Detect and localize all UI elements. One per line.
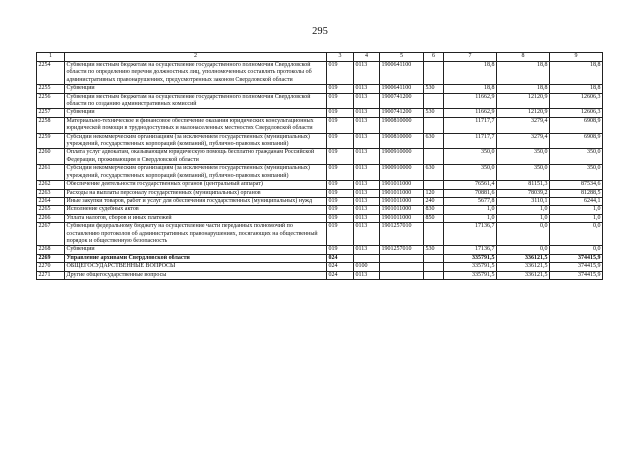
row-number: 2261 (37, 165, 65, 181)
section-code (354, 254, 380, 262)
section-code: 0113 (354, 133, 380, 149)
table-row (37, 109, 603, 117)
amount-year-3: 0,0 (550, 246, 603, 254)
table-body (37, 62, 603, 280)
section-code: 0113 (354, 93, 380, 109)
target-article-code: 1900741200 (380, 109, 424, 117)
amount-year-1: 18,8 (444, 85, 497, 93)
table-row (37, 223, 603, 246)
target-article-code: 1901011000 (380, 181, 424, 189)
amount-year-2: 18,8 (497, 85, 550, 93)
expense-type-code: 830 (424, 206, 444, 214)
target-article-code (380, 263, 424, 271)
expense-type-code (424, 263, 444, 271)
page-number: 295 (312, 26, 328, 37)
amount-year-1: 335791,5 (444, 271, 497, 279)
header-cell: 3 (327, 53, 354, 62)
section-code: 0113 (354, 165, 380, 181)
amount-year-1: 11717,7 (444, 117, 497, 133)
row-description: Другие общегосударственные вопросы (65, 271, 327, 279)
ministry-code: 019 (327, 117, 354, 133)
amount-year-2: 336121,5 (497, 271, 550, 279)
amount-year-1: 17136,7 (444, 246, 497, 254)
amount-year-2: 3279,4 (497, 117, 550, 133)
table-row (37, 133, 603, 149)
table-row (37, 214, 603, 222)
header-cell: 7 (444, 53, 497, 62)
ministry-code: 024 (327, 254, 354, 262)
amount-year-1: 76561,4 (444, 181, 497, 189)
target-article-code: 1900641100 (380, 62, 424, 85)
amount-year-2: 336121,5 (497, 254, 550, 262)
amount-year-3: 81288,5 (550, 189, 603, 197)
amount-year-3: 350,0 (550, 165, 603, 181)
section-code: 0113 (354, 214, 380, 222)
amount-year-2: 0,0 (497, 246, 550, 254)
row-description: Субвенции местным бюджетам на осуществление государственного полномочия Свердловской области по определению перечня должностных лиц, уполномоченных составлять протоколы об административных правонарушениях, предусмотренных законом Свердловской области (65, 62, 327, 85)
section-code: 0113 (354, 246, 380, 254)
amount-year-3: 18,8 (550, 62, 603, 85)
row-number: 2259 (37, 133, 65, 149)
amount-year-2: 18,8 (497, 62, 550, 85)
table-row (37, 93, 603, 109)
table-row (37, 254, 603, 262)
ministry-code: 019 (327, 62, 354, 85)
ministry-code: 024 (327, 263, 354, 271)
ministry-code: 019 (327, 93, 354, 109)
expense-type-code (424, 62, 444, 85)
expense-type-code: 850 (424, 214, 444, 222)
row-description: Управление архивами Свердловской области (65, 254, 327, 262)
amount-year-3: 0,0 (550, 223, 603, 246)
table-header-row (37, 53, 603, 62)
amount-year-3: 6908,9 (550, 133, 603, 149)
amount-year-3: 6908,9 (550, 117, 603, 133)
amount-year-1: 11662,9 (444, 93, 497, 109)
amount-year-3: 374415,9 (550, 254, 603, 262)
expense-type-code (424, 271, 444, 279)
target-article-code: 1900810000 (380, 133, 424, 149)
section-code: 0113 (354, 149, 380, 165)
row-description: Иные закупки товаров, работ и услуг для обеспечения государственных (муниципальных) нужд (65, 197, 327, 205)
ministry-code: 019 (327, 189, 354, 197)
header-cell: 1 (37, 53, 65, 62)
header-cell: 8 (497, 53, 550, 62)
amount-year-1: 5677,8 (444, 197, 497, 205)
section-code: 0100 (354, 263, 380, 271)
target-article-code: 1900910000 (380, 149, 424, 165)
amount-year-3: 374415,9 (550, 271, 603, 279)
section-code: 0113 (354, 271, 380, 279)
row-number: 2255 (37, 85, 65, 93)
target-article-code: 1901011000 (380, 206, 424, 214)
row-description: Исполнение судебных актов (65, 206, 327, 214)
amount-year-3: 374415,9 (550, 263, 603, 271)
expense-type-code: 630 (424, 133, 444, 149)
table-row (37, 189, 603, 197)
table-row (37, 165, 603, 181)
amount-year-3: 12606,3 (550, 109, 603, 117)
row-number: 2257 (37, 109, 65, 117)
target-article-code (380, 254, 424, 262)
amount-year-3: 12606,3 (550, 93, 603, 109)
amount-year-1: 350,0 (444, 165, 497, 181)
row-description: Субсидии некоммерческим организациям (за исключением государственных (муниципальных) учреждений, государственных корпораций (компаний), публично-правовых компаний) (65, 133, 327, 149)
ministry-code: 024 (327, 271, 354, 279)
target-article-code (380, 271, 424, 279)
table-row (37, 246, 603, 254)
row-number: 2264 (37, 197, 65, 205)
table-row (37, 271, 603, 279)
expense-type-code: 530 (424, 85, 444, 93)
section-code: 0113 (354, 85, 380, 93)
amount-year-2: 350,0 (497, 165, 550, 181)
row-number: 2271 (37, 271, 65, 279)
amount-year-2: 12120,9 (497, 93, 550, 109)
ministry-code: 019 (327, 149, 354, 165)
header-cell: 5 (380, 53, 424, 62)
expense-type-code: 240 (424, 197, 444, 205)
amount-year-2: 78039,2 (497, 189, 550, 197)
target-article-code: 1901257010 (380, 246, 424, 254)
ministry-code: 019 (327, 85, 354, 93)
amount-year-1: 1,0 (444, 214, 497, 222)
row-description: Субсидии некоммерческим организациям (за исключением государственных (муниципальных) учреждений, государственных корпораций (компаний), публично-правовых компаний) (65, 165, 327, 181)
ministry-code: 019 (327, 109, 354, 117)
section-code: 0113 (354, 197, 380, 205)
row-number: 2260 (37, 149, 65, 165)
ministry-code: 019 (327, 223, 354, 246)
section-code: 0113 (354, 117, 380, 133)
row-number: 2262 (37, 181, 65, 189)
amount-year-3: 1,0 (550, 214, 603, 222)
target-article-code: 1901257010 (380, 223, 424, 246)
section-code: 0113 (354, 189, 380, 197)
target-article-code: 1900741200 (380, 93, 424, 109)
amount-year-3: 18,8 (550, 85, 603, 93)
target-article-code: 1900810000 (380, 117, 424, 133)
ministry-code: 019 (327, 214, 354, 222)
amount-year-2: 81151,3 (497, 181, 550, 189)
target-article-code: 1901011000 (380, 197, 424, 205)
table-row (37, 62, 603, 85)
section-code: 0113 (354, 223, 380, 246)
section-code: 0113 (354, 109, 380, 117)
table-row (37, 206, 603, 214)
amount-year-2: 0,0 (497, 223, 550, 246)
row-number: 2263 (37, 189, 65, 197)
amount-year-2: 350,0 (497, 149, 550, 165)
row-number: 2269 (37, 254, 65, 262)
header-cell: 9 (550, 53, 603, 62)
expense-type-code: 530 (424, 109, 444, 117)
expense-type-code (424, 254, 444, 262)
amount-year-3: 87534,6 (550, 181, 603, 189)
row-description: Субвенции (65, 246, 327, 254)
header-cell: 4 (354, 53, 380, 62)
amount-year-1: 335791,5 (444, 263, 497, 271)
row-number: 2268 (37, 246, 65, 254)
section-code: 0113 (354, 181, 380, 189)
expense-type-code (424, 149, 444, 165)
row-number: 2258 (37, 117, 65, 133)
expense-type-code (424, 223, 444, 246)
ministry-code: 019 (327, 165, 354, 181)
row-description: Расходы на выплаты персоналу государственных (муниципальных) органов (65, 189, 327, 197)
amount-year-2: 3279,4 (497, 133, 550, 149)
table-row (37, 263, 603, 271)
row-number: 2270 (37, 263, 65, 271)
section-code: 0113 (354, 62, 380, 85)
table-row (37, 197, 603, 205)
row-number: 2265 (37, 206, 65, 214)
amount-year-2: 1,0 (497, 206, 550, 214)
header-cell: 2 (65, 53, 327, 62)
ministry-code: 019 (327, 246, 354, 254)
row-description: Обеспечение деятельности государственных органов (центральный аппарат) (65, 181, 327, 189)
amount-year-1: 11662,9 (444, 109, 497, 117)
expense-type-code (424, 93, 444, 109)
expense-type-code: 630 (424, 165, 444, 181)
budget-table (36, 52, 603, 280)
target-article-code: 1900910000 (380, 165, 424, 181)
amount-year-1: 17136,7 (444, 223, 497, 246)
amount-year-3: 1,0 (550, 206, 603, 214)
ministry-code: 019 (327, 197, 354, 205)
row-description: Субвенции (65, 85, 327, 93)
row-description: Уплата налогов, сборов и иных платежей (65, 214, 327, 222)
expense-type-code: 530 (424, 246, 444, 254)
table-row (37, 181, 603, 189)
row-description: Субвенции федеральному бюджету на осуществление части переданных полномочий по составлению протоколов об административных правонарушениях, посягающих на общественный порядок и общественную безопасность (65, 223, 327, 246)
amount-year-1: 11717,7 (444, 133, 497, 149)
ministry-code: 019 (327, 133, 354, 149)
expense-type-code (424, 181, 444, 189)
table-row (37, 85, 603, 93)
header-cell: 6 (424, 53, 444, 62)
amount-year-3: 6244,1 (550, 197, 603, 205)
amount-year-3: 350,0 (550, 149, 603, 165)
row-number: 2254 (37, 62, 65, 85)
row-description: ОБЩЕГОСУДАРСТВЕННЫЕ ВОПРОСЫ (65, 263, 327, 271)
target-article-code: 1900641100 (380, 85, 424, 93)
amount-year-1: 18,8 (444, 62, 497, 85)
row-description: Субвенции местным бюджетам на осуществление государственного полномочия Свердловской области по созданию административных комиссий (65, 93, 327, 109)
target-article-code: 1901011000 (380, 214, 424, 222)
row-description: Материально-техническое и финансовое обеспечение оказания юридических консультационных юридической помощи в труднодоступных и малонаселенных местностях Свердловской области (65, 117, 327, 133)
expense-type-code (424, 117, 444, 133)
row-number: 2266 (37, 214, 65, 222)
amount-year-1: 70881,6 (444, 189, 497, 197)
amount-year-2: 3110,1 (497, 197, 550, 205)
section-code: 0113 (354, 206, 380, 214)
ministry-code: 019 (327, 181, 354, 189)
table-row (37, 149, 603, 165)
row-description: Оплата услуг адвокатам, оказывающим юридическую помощь бесплатно гражданам Российской Федерации, проживающим в Свердловской области (65, 149, 327, 165)
amount-year-2: 1,0 (497, 214, 550, 222)
amount-year-1: 335791,5 (444, 254, 497, 262)
row-number: 2256 (37, 93, 65, 109)
amount-year-1: 1,0 (444, 206, 497, 214)
amount-year-1: 350,0 (444, 149, 497, 165)
target-article-code: 1901011000 (380, 189, 424, 197)
amount-year-2: 336121,5 (497, 263, 550, 271)
row-description: Субвенции (65, 109, 327, 117)
expense-type-code: 120 (424, 189, 444, 197)
amount-year-2: 12120,9 (497, 109, 550, 117)
ministry-code: 019 (327, 206, 354, 214)
table-row (37, 117, 603, 133)
row-number: 2267 (37, 223, 65, 246)
